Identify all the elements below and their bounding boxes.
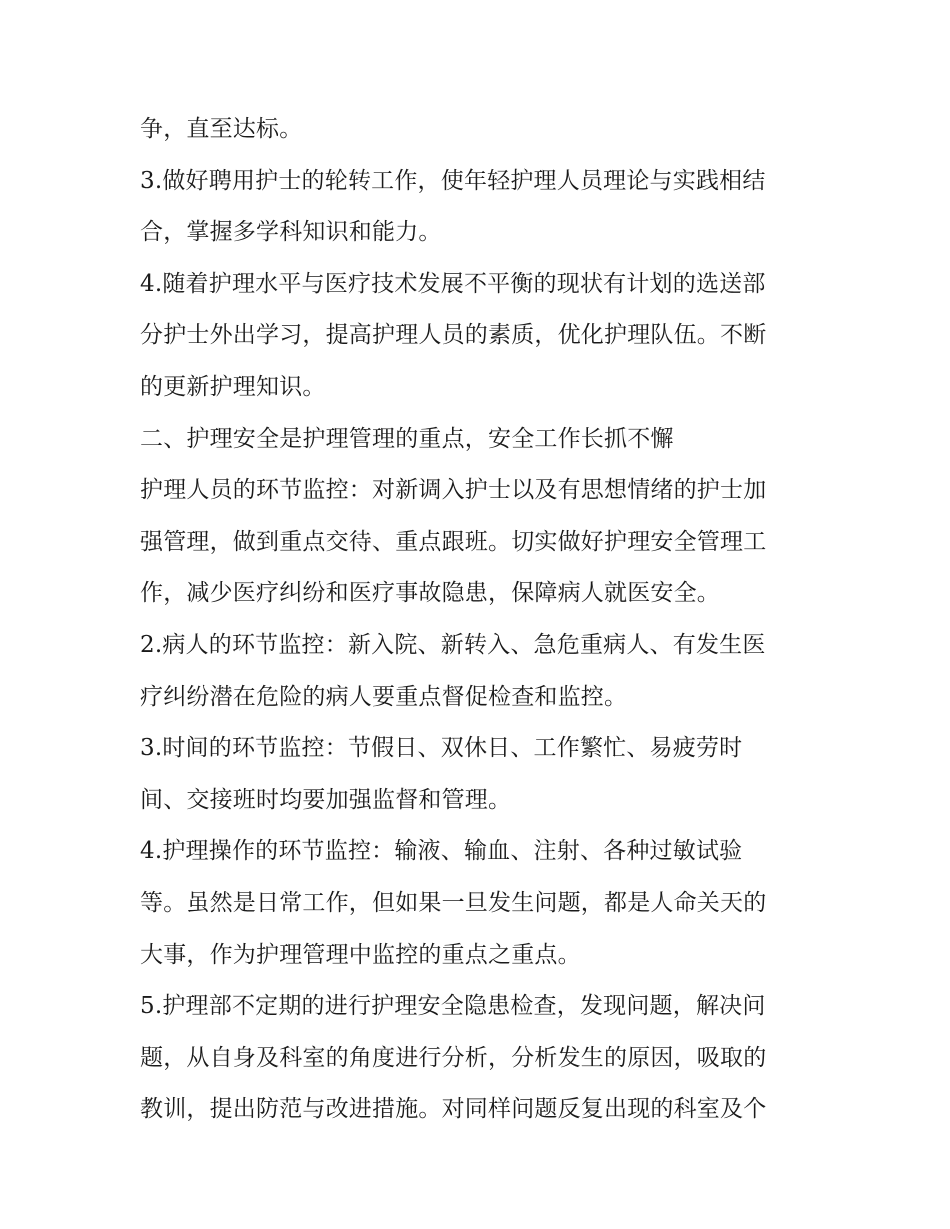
text-line: 5.护理部不定期的进行护理安全隐患检查，发现问题，解决问 [140, 993, 766, 1020]
text-line: 间、交接班时均要加强监督和管理。 [140, 786, 512, 813]
text-line: 争，直至达标。 [140, 116, 303, 142]
text-line: 分护士外出学习，提高护理人员的素质，优化护理队伍。不断 [140, 322, 767, 349]
text-line: 4.随着护理水平与医疗技术发展不平衡的现状有计划的选送部 [140, 270, 766, 297]
text-line: 4.护理操作的环节监控：输液、输血、注射、各种过敏试验 [140, 838, 743, 865]
text-line: 的更新护理知识。 [140, 373, 326, 400]
text-line: 作，减少医疗纠纷和医疗事故隐患，保障病人就医安全。 [140, 580, 720, 607]
text-line: 疗纠纷潜在危险的病人要重点督促检查和监控。 [140, 683, 628, 710]
text-line: 强管理，做到重点交待、重点跟班。切实做好护理安全管理工 [140, 528, 767, 555]
document-body [140, 106, 820, 1138]
text-line: 3.时间的环节监控：节假日、双休日、工作繁忙、易疲劳时 [140, 735, 743, 762]
text-line: 合，掌握多学科知识和能力。 [140, 219, 442, 246]
text-line: 教训，提出防范与改进措施。对同样问题反复出现的科室及个 [140, 1096, 767, 1123]
text-line: 3.做好聘用护士的轮转工作，使年轻护理人员理论与实践相结 [140, 167, 766, 194]
text-line: 等。虽然是日常工作，但如果一旦发生问题，都是人命关天的 [140, 889, 767, 916]
text-line: 题，从自身及科室的角度进行分析，分析发生的原因，吸取的 [140, 1044, 767, 1071]
text-line: 护理人员的环节监控：对新调入护士以及有思想情绪的护士加 [140, 477, 767, 504]
text-line: 2.病人的环节监控：新入院、新转入、急危重病人、有发生医 [140, 631, 766, 658]
section-heading: 二、护理安全是护理管理的重点，安全工作长抓不懈 [140, 425, 674, 452]
text-line: 大事，作为护理管理中监控的重点之重点。 [140, 941, 581, 968]
